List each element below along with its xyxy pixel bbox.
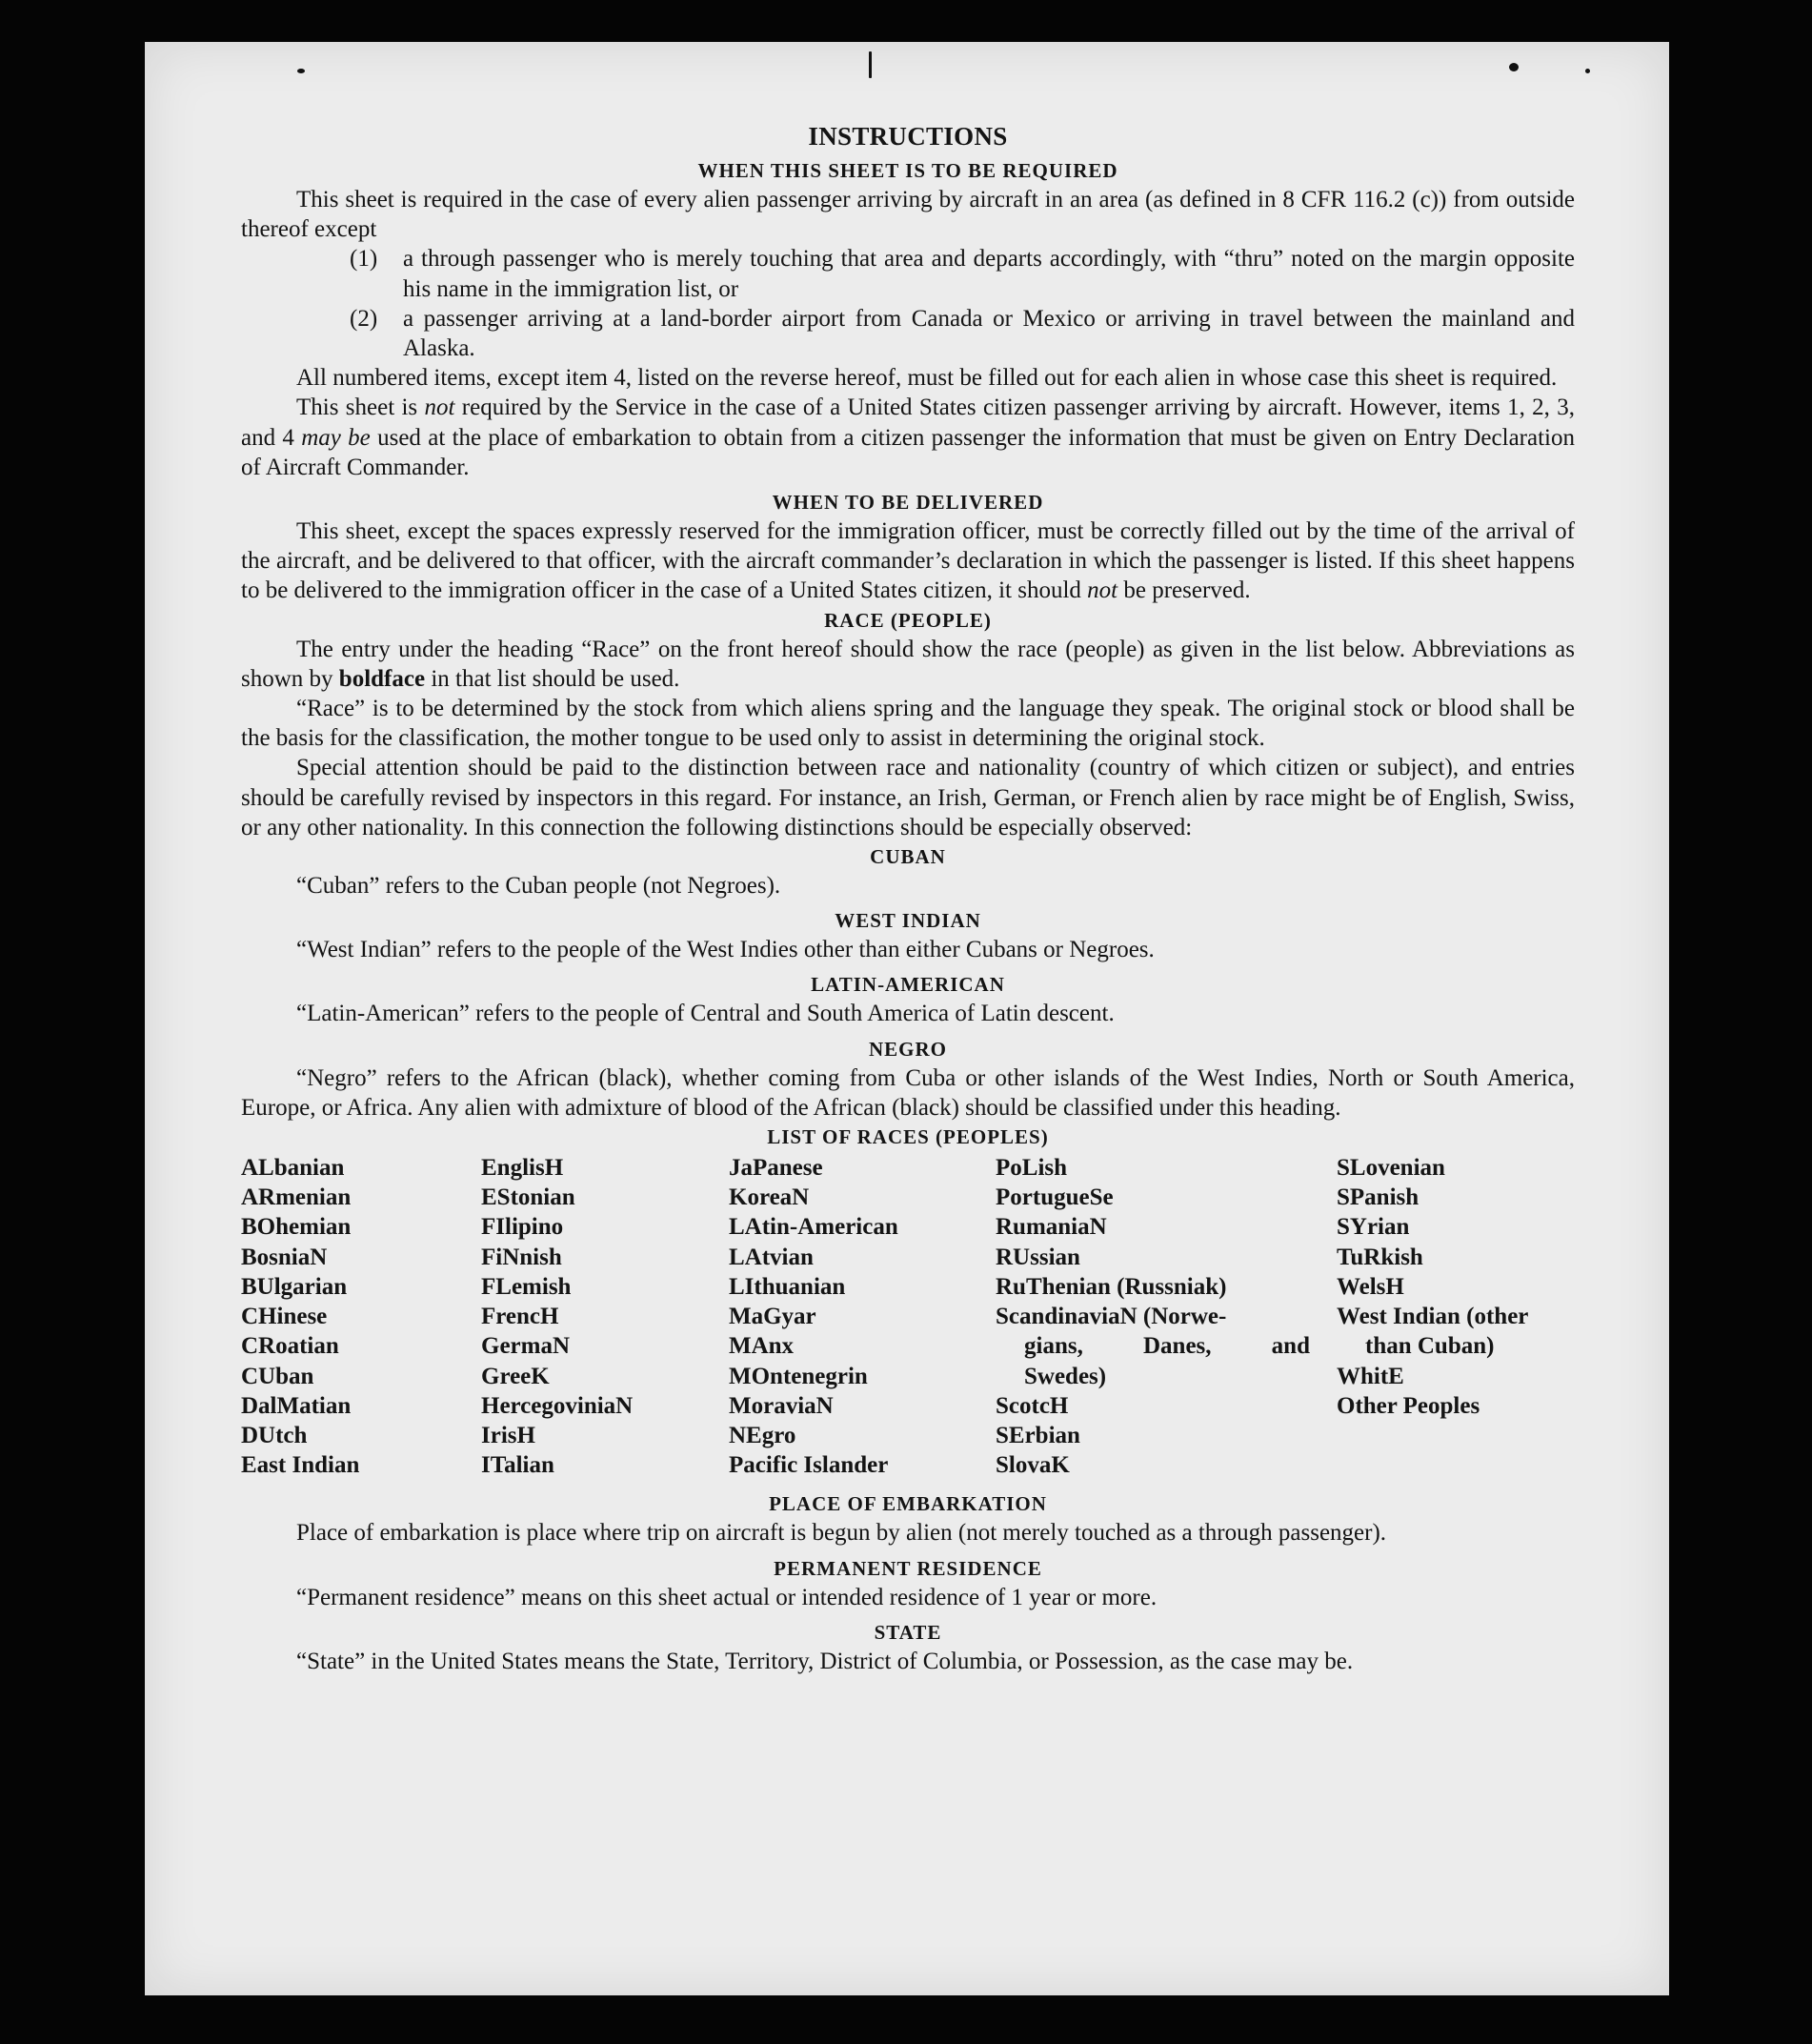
race-item: MoraviaN [729,1392,834,1419]
section-heading: WEST INDIAN [835,909,981,933]
race-item: Other Peoples [1337,1392,1480,1419]
race-item: PoLish [996,1155,1068,1182]
race-item: FiNnish [481,1244,562,1270]
race-item: EStonian [481,1184,575,1211]
race-item: LIthuanian [729,1273,846,1300]
race-item: ITalian [481,1452,554,1479]
paragraph: This sheet is not required by the Service in the case of a United States citizen passenger arriving by aircraft. However, items 1, 2, 3, and 4 may be used at the place of embarkation to obtain from a citizen passenger the information that must be given on Entry Declaration of Aircraft Commander. [241,395,1575,480]
scan-speck [869,51,872,78]
race-item: MaGyar [729,1304,816,1330]
paragraph: Special attention should be paid to the distinction between race and nationality (country of which citizen or subject), and entries should be carefully revised by inspectors in this regard. For instance, an Irish, German, or French alien by race might be of English, Swiss, or any other nationality. In this connection the following distinctions should be especially observed: [241,755,1575,840]
race-item-continuation: Swedes) [1024,1363,1107,1389]
section-heading: STATE [874,1620,942,1644]
race-item: KoreaN [729,1184,810,1211]
race-item: MAnx [729,1333,795,1360]
paragraph: “Latin-American” refers to the people of Central and South America of Latin descent. [296,1001,1115,1027]
race-item: LAtin-American [729,1214,898,1241]
race-item: WhitE [1337,1363,1404,1389]
race-column [241,1153,481,1480]
race-column [1337,1153,1575,1480]
page-title: INSTRUCTIONS [808,122,1008,151]
race-item: JaPanese [729,1155,823,1182]
race-item: SYrian [1337,1214,1410,1241]
race-item: FIlipino [481,1214,564,1241]
race-item: SLovenian [1337,1155,1445,1182]
race-column [996,1153,1337,1480]
paragraph: This sheet, except the spaces expressly reserved for the immigration officer, must be correctly filled out by the time of the arrival of the aircraft, and be delivered to that officer, with the aircraft commander’s declaration in which the passenger is listed. If this sheet happens to be delivered to the immigration officer in the case of a United States citizen, it should not be preserved. [241,518,1575,604]
list-item [241,304,1575,363]
scan-speck [297,69,305,73]
race-item: PortugueSe [996,1184,1114,1211]
race-item: SErbian [996,1422,1080,1448]
race-item: ALbanian [241,1155,345,1182]
race-item: SPanish [1337,1184,1419,1211]
paragraph: “Permanent residence” means on this sheet actual or intended residence of 1 year or more. [296,1584,1158,1610]
race-item: BosniaN [241,1244,328,1270]
race-item: RuThenian (Russniak) [996,1273,1227,1300]
exception-list [241,244,1575,363]
race-item: EnglisH [481,1155,564,1182]
race-item: NEgro [729,1422,796,1448]
race-item-continuation: gians, Danes, and [1024,1333,1310,1360]
race-item: TuRkish [1337,1244,1423,1270]
instructions-content [241,116,1575,1676]
race-item: IrisH [481,1422,535,1448]
race-item: DalMatian [241,1392,352,1419]
race-item: ScandinaviaN (Norwe- [996,1304,1227,1330]
list-item [241,244,1575,303]
section-heading: CUBAN [870,845,946,869]
paragraph: This sheet is required in the case of every alien passenger arriving by aircraft in an area (as defined in 8 CFR 116.2 (c)) from outside thereof except [241,187,1575,243]
race-list [241,1153,1575,1480]
race-item-continuation: than Cuban) [1365,1333,1495,1360]
section-heading: PLACE OF EMBARKATION [769,1492,1047,1516]
scan-speck [1585,69,1590,73]
paragraph: “State” in the United States means the State, Territory, District of Columbia, or Possession, as the case may be. [296,1648,1354,1674]
race-item: East Indian [241,1452,360,1479]
race-item: CHinese [241,1304,328,1330]
paragraph: “Negro” refers to the African (black), whether coming from Cuba or other islands of the West Indies, North or South America, Europe, or Africa. Any alien with admixture of blood of the African (black) should be classified under this heading. [241,1064,1575,1121]
list-item-text: a through passenger who is merely touching that area and departs accordingly, with “thru” noted on the margin opposite his name in the immigration list, or [403,246,1575,302]
race-item: BOhemian [241,1214,352,1241]
race-item: ScotcH [996,1392,1069,1419]
race-item: WelsH [1337,1273,1404,1300]
race-item: GermaN [481,1333,571,1360]
document-page [145,42,1669,1995]
race-item: West Indian (other [1337,1304,1529,1330]
section-heading: LIST OF RACES (PEOPLES) [767,1125,1049,1149]
paragraph: “Cuban” refers to the Cuban people (not Negroes). [296,873,781,900]
paragraph: “West Indian” refers to the people of the West Indies other than either Cubans or Negroes. [296,937,1155,963]
section-heading: RACE (PEOPLE) [824,608,992,632]
list-number: (2) [350,305,378,332]
race-column [729,1153,996,1480]
race-item: RumaniaN [996,1214,1107,1241]
race-item: MOntenegrin [729,1363,868,1389]
race-item: ARmenian [241,1184,352,1211]
race-item: HercegoviniaN [481,1392,634,1419]
race-item: CUban [241,1363,314,1389]
paragraph: “Race” is to be determined by the stock from which aliens spring and the language they speak. The original stock or blood shall be the basis for the classification, the mother tongue to be used only to assist in determining the original stock. [241,696,1575,752]
paragraph: All numbered items, except item 4, listed on the reverse hereof, must be filled out for each alien in whose case this sheet is required. [296,365,1558,392]
race-item: FrencH [481,1304,559,1330]
race-item: CRoatian [241,1333,339,1360]
race-item: DUtch [241,1422,308,1448]
section-heading: WHEN TO BE DELIVERED [772,491,1044,515]
section-heading: NEGRO [868,1037,947,1061]
race-item: BUlgarian [241,1273,348,1300]
race-item: GreeK [481,1363,550,1389]
race-item: Pacific Islander [729,1452,889,1479]
section-heading: LATIN-AMERICAN [811,973,1005,997]
list-number: (1) [350,246,378,273]
race-item: LAtvian [729,1244,814,1270]
paragraph: The entry under the heading “Race” on the front hereof should show the race (people) as given in the list below. Abbreviations as shown by boldface in that list should be used. [241,636,1575,692]
race-item: SlovaK [996,1452,1070,1479]
section-heading: PERMANENT RESIDENCE [774,1556,1042,1580]
scan-speck [1509,63,1519,71]
race-item: FLemish [481,1273,572,1300]
race-item: RUssian [996,1244,1080,1270]
paragraph: Place of embarkation is place where trip on aircraft is begun by alien (not merely touched as a through passenger). [296,1520,1387,1547]
list-item-text: a passenger arriving at a land-border airport from Canada or Mexico or arriving in travel between the mainland and Alaska. [403,305,1575,362]
section-heading: WHEN THIS SHEET IS TO BE REQUIRED [697,159,1118,182]
race-column [481,1153,729,1480]
